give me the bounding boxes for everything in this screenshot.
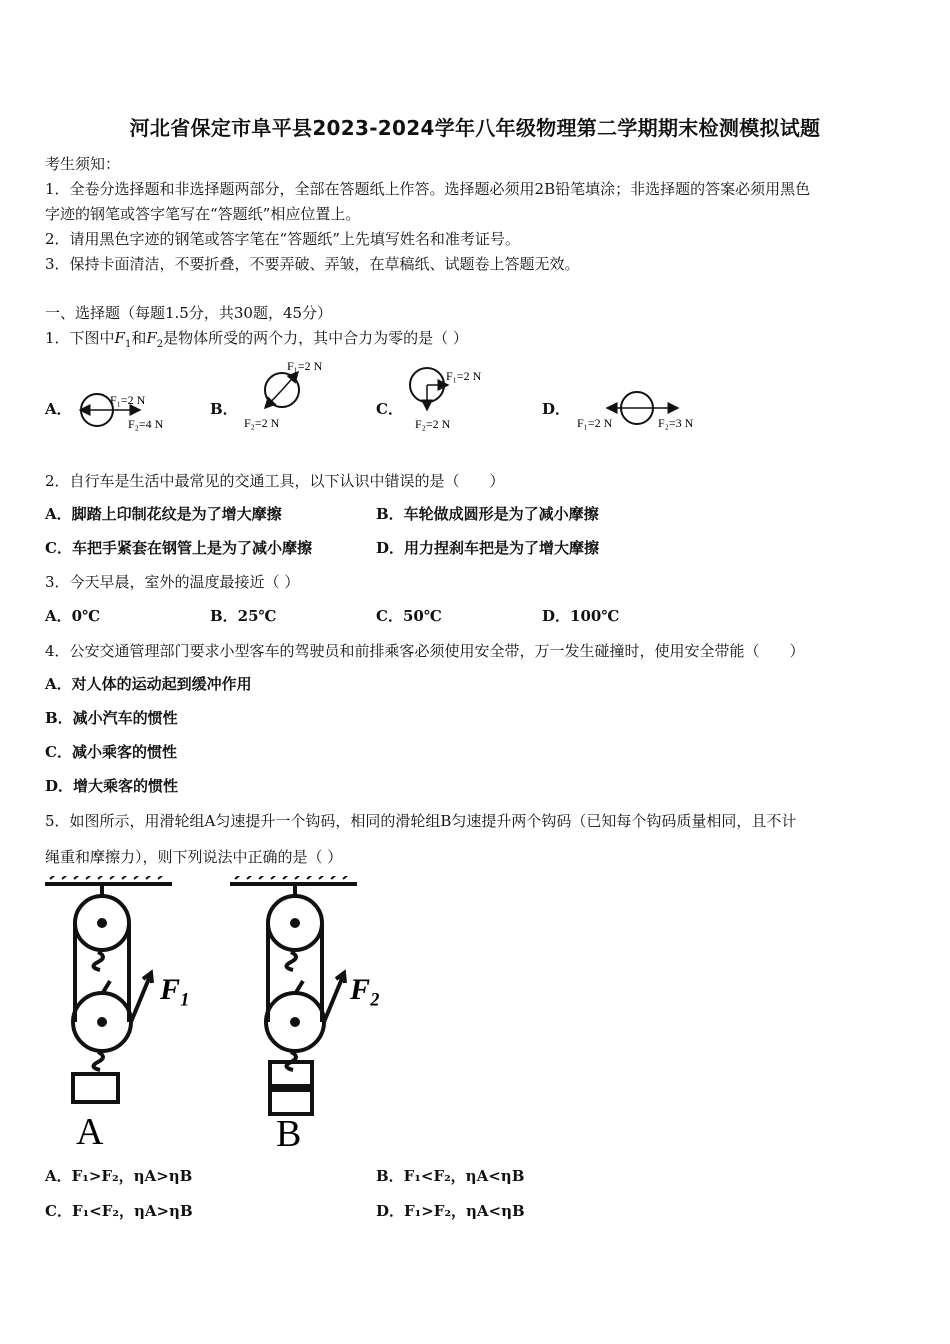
q4-option-d[interactable]: D．增大乘客的惯性 xyxy=(45,777,179,795)
q1-diagram-a xyxy=(80,393,164,431)
q1-a-f2-label: F₂=4 N xyxy=(128,417,164,431)
pulley-b-force-label: F₂ xyxy=(350,973,381,1006)
question-1-stem: 1．下图中$F_1$和$F_2$是物体所受的两个力，其中合力为零的是（ ） xyxy=(45,329,468,350)
q1-option-a-label: A． xyxy=(45,400,72,418)
q1-option-b-label: B． xyxy=(210,400,238,418)
q1-diagram-c xyxy=(410,368,482,431)
q3-option-b[interactable]: B．25℃ xyxy=(210,607,277,625)
question-3-stem: 3．今天早晨，室外的温度最接近（ ） xyxy=(45,573,300,591)
q1-option-d-label: D． xyxy=(542,400,571,418)
question-4-stem: 4．公安交通管理部门要求小型客车的驾驶员和前排乘客必须使用安全带，万一发生碰撞时，使用安全带能（ ） xyxy=(45,642,805,660)
q1-force-diagrams xyxy=(0,350,950,440)
page-title: 河北省保定市阜平县2023-2024学年八年级物理第二学期期末检测模拟试题 xyxy=(129,116,821,140)
q2-option-a[interactable]: A．脚踏上印制花纹是为了增大摩擦 xyxy=(45,505,282,523)
q2-option-c[interactable]: C．车把手紧套在钢管上是为了减小摩擦 xyxy=(45,539,312,557)
pulley-b-label: B xyxy=(276,1113,302,1155)
q3-option-d[interactable]: D．100℃ xyxy=(542,607,620,625)
pulley-system-a xyxy=(45,876,172,1102)
section-heading: 一、选择题（每题1.5分，共30题，45分） xyxy=(45,304,333,322)
q5-pulley-figure xyxy=(40,876,400,1156)
question-5-stem-cont: 绳重和摩擦力），则下列说法中正确的是（ ） xyxy=(45,848,343,866)
q1-diagram-d xyxy=(577,392,694,430)
question-2-stem: 2．自行车是生活中最常见的交通工具，以下认识中错误的是（ ） xyxy=(45,472,505,490)
notice-line: 1．全卷分选择题和非选择题两部分，全部在答题纸上作答。选择题必须用2B铅笔填涂；非选择题的答案必须用黑色 xyxy=(45,180,811,198)
q5-option-a[interactable]: A．F₁>F₂，ηA>ηB xyxy=(45,1167,193,1185)
q1-option-c-label: C． xyxy=(376,400,403,418)
notice-line: 3．保持卡面清洁，不要折叠，不要弄破、弄皱，在草稿纸、试题卷上答题无效。 xyxy=(45,255,580,273)
q5-option-d[interactable]: D．F₁>F₂，ηA<ηB xyxy=(376,1202,525,1220)
q4-option-c[interactable]: C．减小乘客的惯性 xyxy=(45,743,177,761)
q1-b-f2-label: F₂=2 N xyxy=(244,416,280,430)
notice-line: 字迹的钢笔或答字笔写在“答题纸”相应位置上。 xyxy=(45,205,361,223)
q2-option-b[interactable]: B．车轮做成圆形是为了减小摩擦 xyxy=(376,505,599,523)
q1-c-f2-label: F₂=2 N xyxy=(415,417,451,431)
q5-option-c[interactable]: C．F₁<F₂，ηA>ηB xyxy=(45,1202,193,1220)
pulley-system-b xyxy=(230,876,357,1114)
pulley-a-label: A xyxy=(76,1111,104,1153)
notice-line: 2．请用黑色字迹的钢笔或答字笔在“答题纸”上先填写姓名和准考证号。 xyxy=(45,230,520,248)
q3-option-a[interactable]: A．0℃ xyxy=(45,607,101,625)
q1-d-f2-label: F₂=3 N xyxy=(658,416,694,430)
q1-diagram-b xyxy=(244,359,323,430)
q5-option-b[interactable]: B．F₁<F₂，ηA<ηB xyxy=(376,1167,525,1185)
q3-option-c[interactable]: C．50℃ xyxy=(376,607,442,625)
q4-option-a[interactable]: A．对人体的运动起到缓冲作用 xyxy=(45,675,252,693)
q1-c-f1-label: F₁=2 N xyxy=(446,369,482,383)
q1-b-f1-label: F₁=2 N xyxy=(287,359,323,373)
question-5-stem: 5．如图所示，用滑轮组A匀速提升一个钩码，相同的滑轮组B匀速提升两个钩码（已知每个钩码质量相同，且不计 xyxy=(45,812,797,830)
q4-option-b[interactable]: B．减小汽车的惯性 xyxy=(45,709,178,727)
q1-a-f1-label: F₁=2 N xyxy=(110,393,146,407)
q1-d-f1-label: F₁=2 N xyxy=(577,416,613,430)
pulley-a-force-label: F₁ xyxy=(160,973,191,1006)
notice-heading: 考生须知： xyxy=(45,155,121,173)
q2-option-d[interactable]: D．用力捏刹车把是为了增大摩擦 xyxy=(376,539,600,557)
